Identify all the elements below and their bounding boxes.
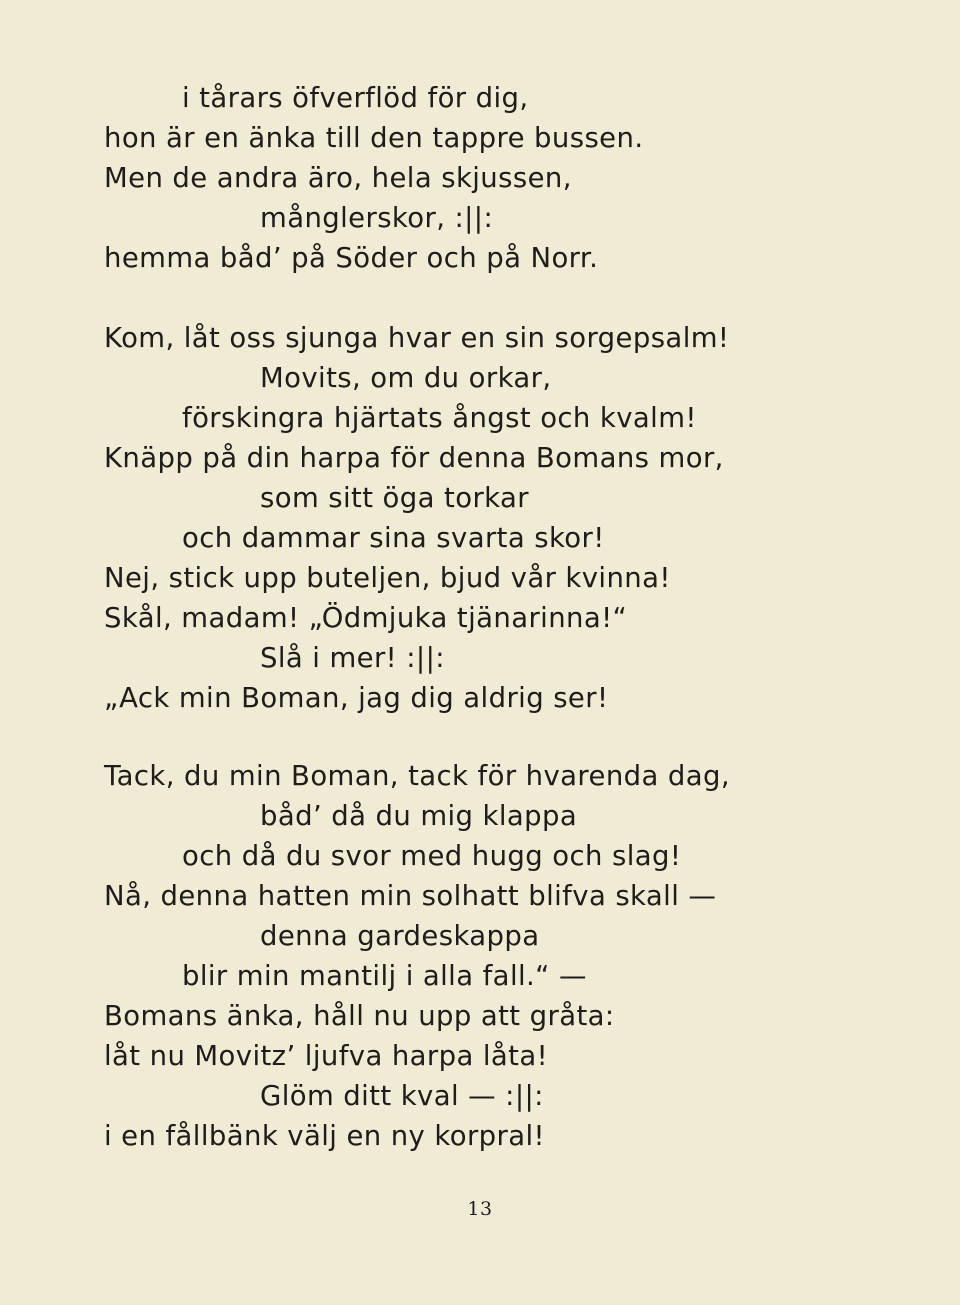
verse-line: blir min mantilj i alla fall.“ — [182,960,587,992]
verse-line: Bomans änka, håll nu upp att gråta: [104,1000,615,1032]
verse-line: båd’ då du mig klappa [260,800,578,832]
verse-line: hon är en änka till den tappre bussen. [104,122,644,154]
verse-line: Glöm ditt kval — :||: [260,1080,544,1112]
verse-line: Movits, om du orkar, [260,362,552,394]
verse-line: och dammar sina svarta skor! [182,522,605,554]
page-number: 13 [467,1198,493,1220]
verse-line: „Ack min Boman, jag dig aldrig ser! [104,682,609,714]
verse-line: Slå i mer! :||: [260,642,445,674]
verse-line: Tack, du min Boman, tack för hvarenda dag, [104,760,731,792]
verse-line: Men de andra äro, hela skjussen, [104,162,572,194]
verse-line: i en fållbänk välj en ny korpral! [104,1120,545,1152]
verse-line: Nej, stick upp buteljen, bjud vår kvinna! [104,562,671,594]
verse-line: Knäpp på din harpa för denna Bomans mor, [104,442,724,474]
verse-line: och då du svor med hugg och slag! [182,840,682,872]
verse-line: Skål, madam! „Ödmjuka tjänarinna!“ [104,602,628,634]
verse-line: månglerskor, :||: [260,202,494,234]
verse-line: Nå, denna hatten min solhatt blifva skall — [104,880,717,912]
stanza-3 [0,756,960,1156]
verse-line: låt nu Movitz’ ljufva harpa låta! [104,1040,549,1072]
stanza-2 [0,318,960,718]
verse-line: i tårars öfverflöd för dig, [182,82,529,114]
verse-line: förskingra hjärtats ångst och kvalm! [182,402,697,434]
verse-line: som sitt öga torkar [260,482,529,514]
stanza-1 [0,78,960,278]
verse-line: Kom, låt oss sjunga hvar en sin sorgepsalm! [104,322,730,354]
verse-line: denna gardeskappa [260,920,540,952]
verse-line: hemma båd’ på Söder och på Norr. [104,242,599,274]
